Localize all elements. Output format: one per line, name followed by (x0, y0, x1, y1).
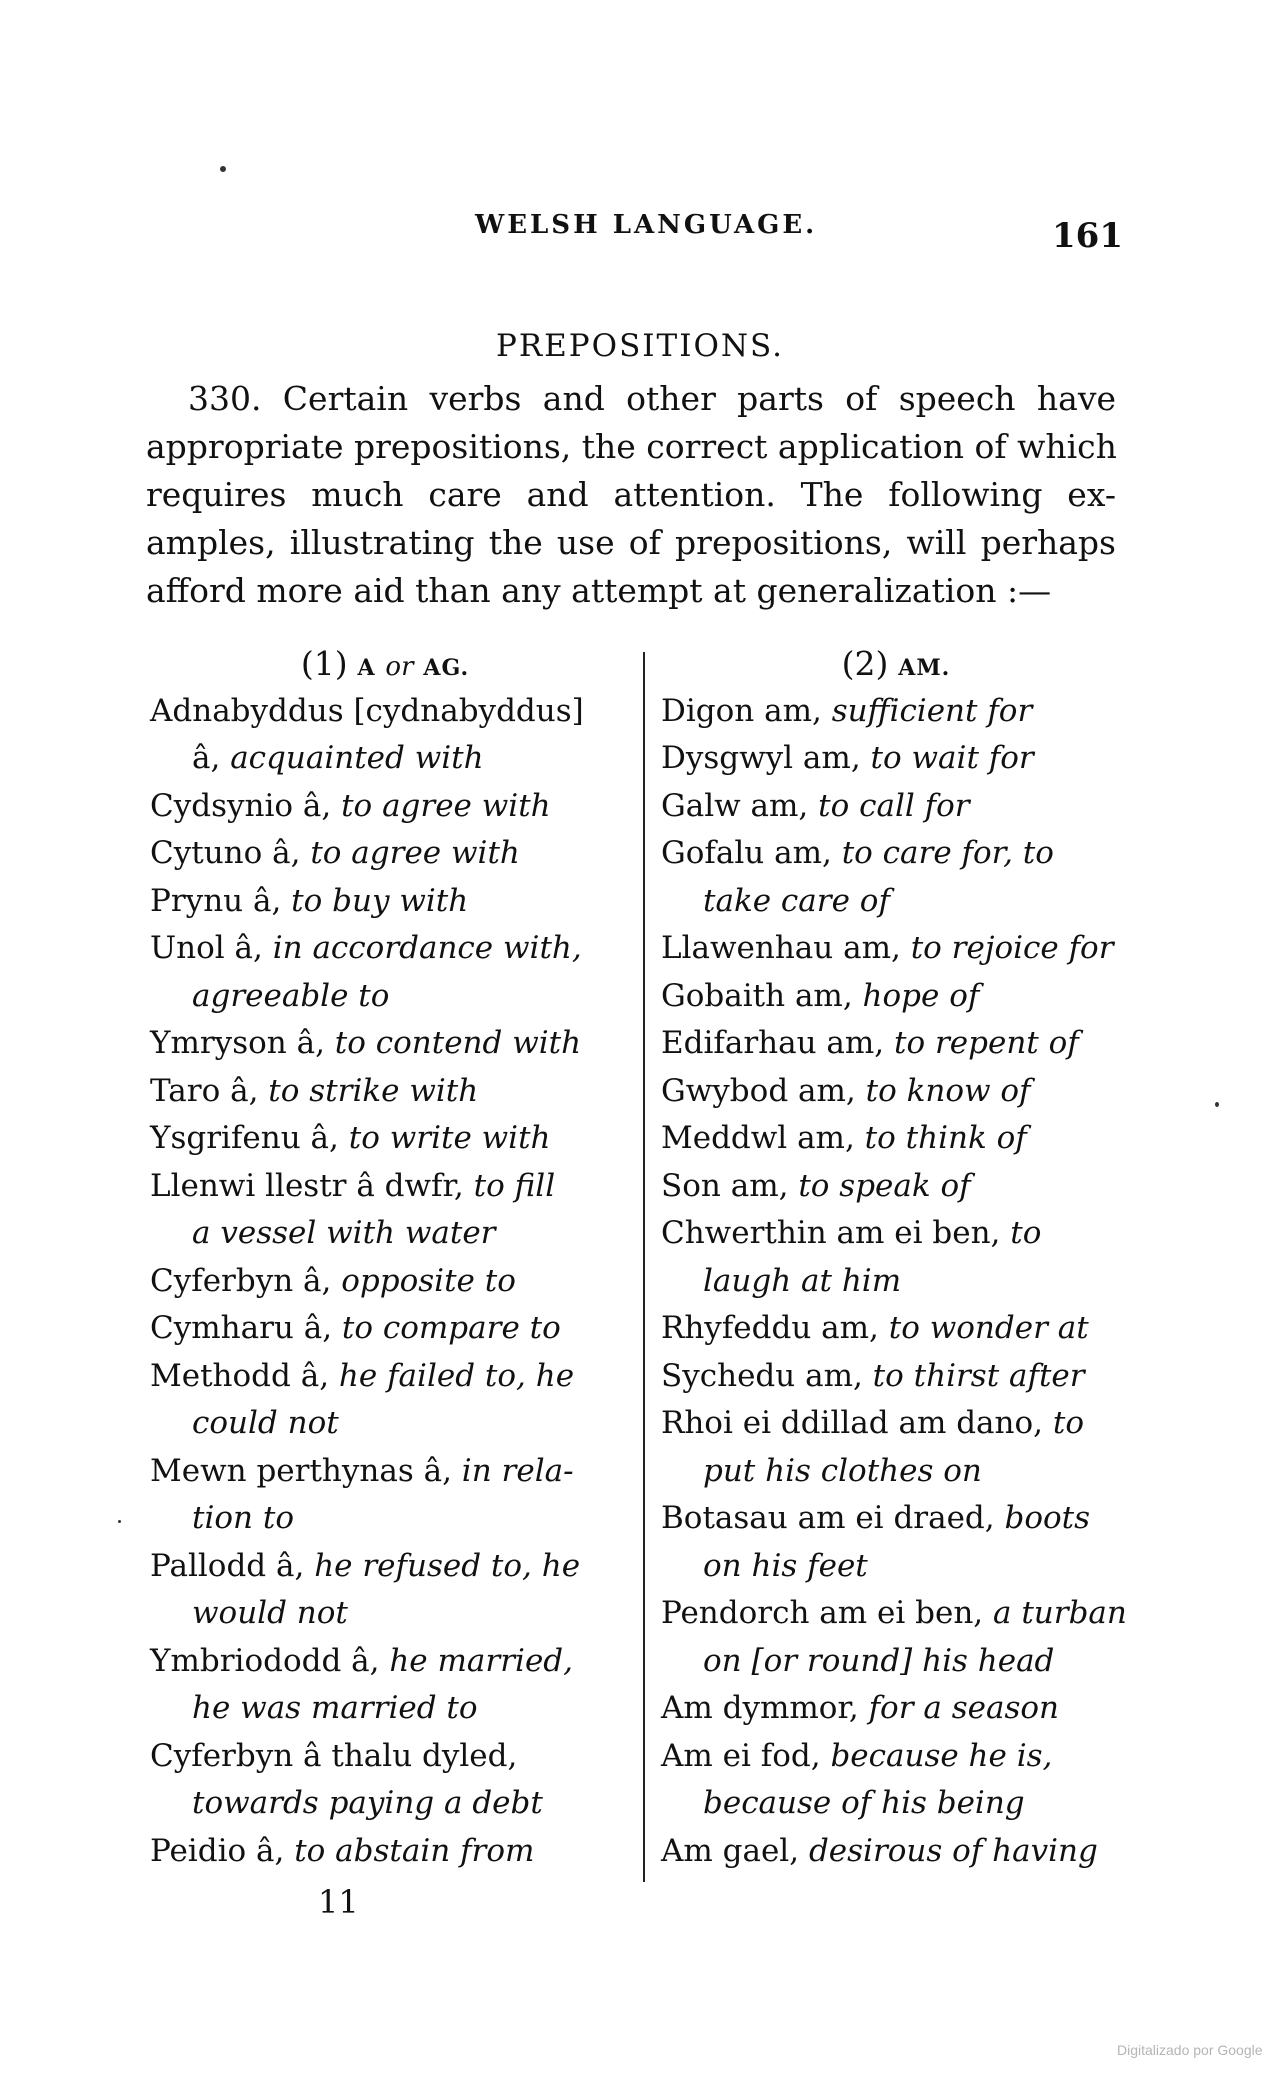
glossary-entry (661, 1020, 1131, 1068)
heading-abbr: AG. (423, 655, 470, 681)
welsh-term: Ysgrifenu â, (150, 1120, 349, 1156)
continuation-gloss: acquainted with (230, 740, 484, 776)
intro-line: 330. Certain verbs and other parts of speech have (188, 379, 1116, 418)
continuation-gloss: he was married to (192, 1690, 478, 1726)
glossary-entry (150, 878, 620, 926)
entry-line (661, 1590, 1131, 1638)
glossary-entry (661, 1733, 1131, 1828)
welsh-term: Rhoi ei ddillad am dano, (661, 1405, 1053, 1441)
welsh-term: Taro â, (150, 1072, 269, 1109)
english-gloss: to wonder at (888, 1310, 1089, 1346)
english-gloss: to strike with (268, 1072, 479, 1109)
english-gloss: to care for, to (841, 835, 1054, 871)
welsh-term: Methodd â, (150, 1357, 339, 1394)
glossary-entry (150, 1258, 620, 1306)
scan-speck (220, 166, 226, 172)
entry-continuation (661, 1448, 1131, 1496)
welsh-term: Mewn perthynas â, (150, 1452, 462, 1489)
entry-continuation (150, 735, 620, 783)
welsh-term: Meddwl am, (661, 1120, 865, 1156)
continuation-gloss: because of his being (703, 1785, 1025, 1821)
entry-line (150, 1638, 620, 1686)
entry-continuation (150, 1685, 620, 1733)
welsh-term: Cyferbyn â thalu dyled, (150, 1737, 518, 1774)
english-gloss: for a season (868, 1690, 1059, 1726)
entry-line (661, 1305, 1131, 1353)
english-gloss: to know of (865, 1072, 1031, 1109)
entry-continuation (661, 1780, 1131, 1828)
entry-line (150, 1068, 620, 1116)
entry-continuation (661, 1638, 1131, 1686)
english-gloss: he refused to, he (314, 1547, 581, 1584)
glossary-entry (150, 1353, 620, 1448)
glossary-entry (661, 1685, 1131, 1733)
english-gloss: in rela- (461, 1452, 574, 1489)
welsh-term: Ymryson â, (150, 1025, 335, 1061)
glossary-entry (661, 925, 1131, 973)
entry-line (150, 1353, 620, 1401)
welsh-term: Pendorch am ei ben, (661, 1595, 993, 1631)
welsh-term: Rhyfeddu am, (661, 1310, 889, 1346)
running-head: WELSH LANGUAGE. (475, 210, 818, 240)
welsh-term: Cymharu â, (150, 1310, 342, 1346)
entry-line (150, 1448, 620, 1496)
english-gloss: to call for (818, 787, 970, 824)
entry-line (661, 1828, 1131, 1876)
glossary-entry (661, 1400, 1131, 1495)
entry-line (150, 1828, 620, 1876)
continuation-gloss: would not (192, 1595, 348, 1631)
welsh-term: Chwerthin am ei ben, (661, 1215, 1011, 1251)
english-gloss: he failed to, he (338, 1357, 575, 1394)
entry-continuation (150, 1780, 620, 1828)
entry-continuation (150, 1590, 620, 1638)
left-column-heading (150, 640, 620, 688)
page-number: 161 (1052, 216, 1123, 256)
glossary-entry (150, 783, 620, 831)
english-gloss: he married, (389, 1642, 573, 1679)
welsh-term: Digon am, (661, 692, 832, 729)
entry-line (661, 688, 1131, 736)
continuation-gloss: could not (192, 1405, 339, 1441)
entry-line (150, 1115, 620, 1163)
continuation-gloss: on [or round] his head (703, 1642, 1055, 1679)
glossary-entry (661, 1495, 1131, 1590)
glossary-entry (150, 1115, 620, 1163)
english-gloss: because he is, (830, 1737, 1053, 1774)
continuation-gloss: a vessel with water (192, 1215, 496, 1251)
entry-continuation (661, 878, 1131, 926)
entry-line (661, 830, 1131, 878)
welsh-term: Gobaith am, (661, 977, 863, 1014)
continuation-gloss: laugh at him (703, 1262, 902, 1299)
signature-mark: 11 (318, 1883, 359, 1921)
entry-line (150, 830, 620, 878)
intro-line: appropriate prepositions, the correct application of which (146, 427, 1117, 466)
welsh-term: Gofalu am, (661, 835, 842, 871)
english-gloss: to repent of (894, 1025, 1079, 1061)
entry-line (661, 1400, 1131, 1448)
english-gloss: to speak of (798, 1167, 971, 1204)
english-gloss: desirous of having (808, 1832, 1098, 1869)
glossary-entry (150, 1638, 620, 1733)
glossary-entry (150, 688, 620, 783)
english-gloss: to agree with (310, 835, 520, 871)
glossary-entry (150, 1828, 620, 1876)
glossary-entry (150, 830, 620, 878)
english-gloss: in accordance with, (272, 930, 582, 966)
entry-line (661, 1115, 1131, 1163)
english-gloss: to compare to (341, 1310, 561, 1346)
entry-line (661, 1353, 1131, 1401)
welsh-term: Edifarhau am, (661, 1025, 895, 1061)
intro-line: requires much care and attention. The following ex- (146, 475, 1116, 514)
continuation-gloss: agreeable to (192, 977, 390, 1014)
continuation-gloss: on his feet (703, 1547, 868, 1584)
welsh-term: Cytuno â, (150, 835, 311, 871)
glossary-entry (661, 688, 1131, 736)
entry-line (661, 1685, 1131, 1733)
entry-continuation (150, 1400, 620, 1448)
entry-line (150, 1543, 620, 1591)
left-entries (150, 688, 620, 1876)
entry-continuation (661, 1258, 1131, 1306)
welsh-term: Gwybod am, (661, 1072, 866, 1109)
entry-continuation (150, 1210, 620, 1258)
entry-line (150, 688, 620, 736)
heading-conjunction: or (385, 652, 414, 682)
welsh-term: Sychedu am, (661, 1357, 873, 1394)
glossary-entry (661, 1210, 1131, 1305)
glossary-entry (150, 1305, 620, 1353)
welsh-term: Cydsynio â, (150, 787, 342, 824)
entry-line (661, 925, 1131, 973)
welsh-term: Botasau am ei draed, (661, 1500, 1005, 1536)
welsh-term: Llenwi llestr â dwfr, (150, 1167, 474, 1204)
english-gloss: to (1010, 1215, 1042, 1251)
intro-line: afford more aid than any attempt at generalization :— (146, 571, 1052, 610)
english-gloss: opposite to (341, 1262, 516, 1299)
scan-speck (1215, 1102, 1219, 1107)
entry-line (661, 1020, 1131, 1068)
entry-line (661, 1733, 1131, 1781)
glossary-entry (661, 1305, 1131, 1353)
glossary-entry (661, 973, 1131, 1021)
intro-paragraph (146, 375, 1116, 615)
right-column (661, 640, 1131, 1875)
english-gloss: to fill (473, 1167, 556, 1204)
english-gloss: to contend with (334, 1025, 582, 1061)
entry-line (661, 1210, 1131, 1258)
welsh-term: Galw am, (661, 787, 819, 824)
continuation-gloss: put his clothes on (703, 1452, 982, 1489)
glossary-entry (661, 830, 1131, 925)
watermark: Digitalizado por Google (1117, 2042, 1263, 2058)
entry-line (150, 1020, 620, 1068)
entry-line (661, 1495, 1131, 1543)
english-gloss: to abstain from (294, 1832, 535, 1869)
english-gloss: to wait for (870, 740, 1034, 776)
continuation-gloss: take care of (703, 882, 890, 919)
english-gloss: to think of (864, 1120, 1027, 1156)
english-gloss: to (1052, 1405, 1084, 1441)
english-gloss: to thirst after (872, 1357, 1085, 1394)
glossary-entry (661, 735, 1131, 783)
heading-number: (2) (841, 644, 889, 683)
glossary-entry (661, 1068, 1131, 1116)
heading-number: (1) (300, 644, 348, 683)
right-column-heading (661, 640, 1131, 688)
english-gloss: hope of (862, 977, 980, 1014)
entry-line (661, 1163, 1131, 1211)
glossary-entry (661, 783, 1131, 831)
entry-continuation (150, 973, 620, 1021)
welsh-term: Dysgwyl am, (661, 740, 871, 776)
scan-speck (118, 1520, 121, 1523)
english-gloss: to buy with (291, 882, 469, 919)
glossary-entry (150, 925, 620, 1020)
entry-line (150, 878, 620, 926)
glossary-entry (661, 1828, 1131, 1876)
glossary-entry (150, 1163, 620, 1258)
welsh-term: Prynu â, (150, 882, 292, 919)
intro-line: amples, illustrating the use of prepositions, will perhaps (146, 523, 1116, 562)
entry-line (150, 783, 620, 831)
entry-line (150, 1258, 620, 1306)
welsh-term: Ymbriododd â, (150, 1642, 390, 1679)
entry-continuation (661, 1543, 1131, 1591)
welsh-term: Am dymmor, (661, 1690, 869, 1726)
english-gloss: a turban (993, 1595, 1127, 1631)
entry-line (661, 973, 1131, 1021)
glossary-entry (150, 1733, 620, 1828)
glossary-entry (150, 1068, 620, 1116)
entry-line (661, 1068, 1131, 1116)
entry-line (150, 1163, 620, 1211)
entry-line (150, 1305, 620, 1353)
welsh-term: Unol â, (150, 930, 273, 966)
heading-abbr: A (357, 655, 376, 681)
glossary-entry (150, 1448, 620, 1543)
entry-line (150, 925, 620, 973)
welsh-term: Cyferbyn â, (150, 1262, 342, 1299)
continuation-gloss: towards paying a debt (192, 1785, 543, 1821)
entry-line (661, 735, 1131, 783)
welsh-term: Adnabyddus [cydnabyddus] (150, 692, 584, 729)
english-gloss: to rejoice for (910, 930, 1114, 966)
glossary-entry (661, 1590, 1131, 1685)
welsh-term: Am ei fod, (661, 1737, 831, 1774)
glossary-entry (661, 1163, 1131, 1211)
welsh-term: Peidio â, (150, 1832, 295, 1869)
welsh-term: Llawenhau am, (661, 930, 911, 966)
continuation-plain: â, (192, 740, 231, 776)
glossary-entry (661, 1353, 1131, 1401)
welsh-term: Son am, (661, 1167, 799, 1204)
glossary-entry (150, 1020, 620, 1068)
english-gloss: to agree with (341, 787, 551, 824)
entry-line (150, 1733, 620, 1781)
section-title: PREPOSITIONS. (495, 328, 785, 364)
left-column (150, 640, 620, 1875)
english-gloss: boots (1004, 1500, 1091, 1536)
column-divider (643, 652, 645, 1882)
heading-abbr: AM. (898, 655, 951, 681)
welsh-term: Pallodd â, (150, 1547, 315, 1584)
entry-continuation (150, 1495, 620, 1543)
glossary-entry (661, 1115, 1131, 1163)
continuation-gloss: tion to (192, 1500, 294, 1536)
welsh-term: Am gael, (661, 1832, 809, 1869)
glossary-entry (150, 1543, 620, 1638)
entry-line (661, 783, 1131, 831)
english-gloss: to write with (348, 1120, 551, 1156)
english-gloss: sufficient for (831, 692, 1033, 729)
right-entries (661, 688, 1131, 1876)
